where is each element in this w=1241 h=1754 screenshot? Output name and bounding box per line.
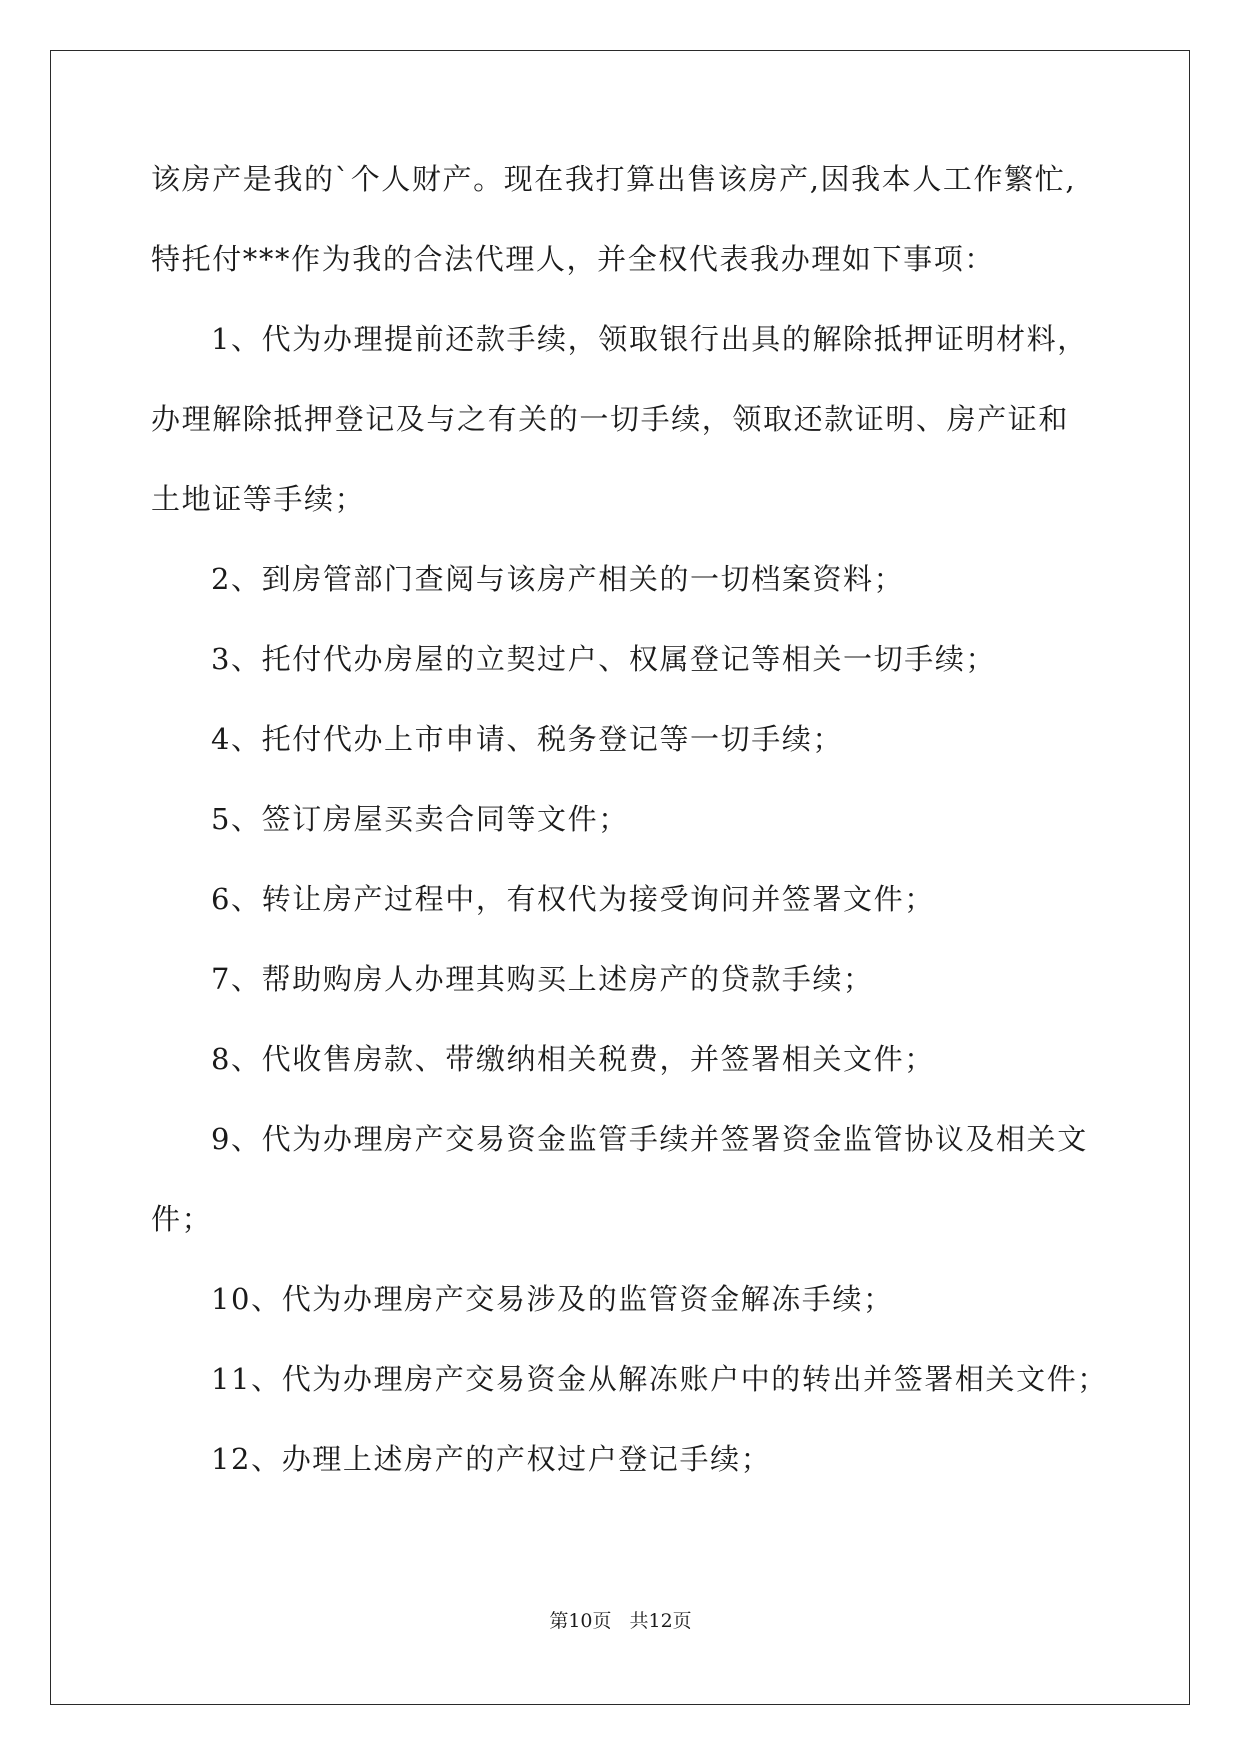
list-item-8: 8、代收售房款、带缴纳相关税费，并签署相关文件； (211, 1042, 935, 1076)
list-item-5: 5、签订房屋买卖合同等文件； (211, 802, 629, 836)
page-total: 共12页 (629, 1610, 692, 1632)
document-body (151, 158, 1108, 1518)
page-number: 第10页 (549, 1610, 612, 1632)
list-item-10: 10、代为办理房产交易涉及的监管资金解冻手续； (211, 1282, 894, 1316)
list-item-6: 6、转让房产过程中，有权代为接受询问并签署文件； (211, 882, 935, 916)
paragraph-line: 办理解除抵押登记及与之有关的一切手续，领取还款证明、房产证和 (151, 402, 1070, 436)
paragraph-line: 特托付***作为我的合法代理人，并全权代表我办理如下事项： (151, 242, 995, 276)
paragraph-line: 该房产是我的`个人财产。现在我打算出售该房产,因我本人工作繁忙, (151, 162, 1077, 196)
list-item-11: 11、代为办理房产交易资金从解冻账户中的转出并签署相关文件； (211, 1362, 1108, 1396)
paragraph-line: 土地证等手续； (151, 482, 366, 516)
list-item-12: 12、办理上述房产的产权过户登记手续； (211, 1442, 772, 1476)
page-footer (0, 1609, 1241, 1633)
list-item-7: 7、帮助购房人办理其购买上述房产的贷款手续； (211, 962, 874, 996)
list-item-3: 3、托付代办房屋的立契过户、权属登记等相关一切手续； (211, 642, 997, 676)
list-item-9: 9、代为办理房产交易资金监管手续并签署资金监管协议及相关文 (211, 1122, 1088, 1156)
list-item-1: 1、代为办理提前还款手续，领取银行出具的解除抵押证明材料， (211, 322, 1088, 356)
list-item-4: 4、托付代办上市申请、税务登记等一切手续； (211, 722, 844, 756)
paragraph-line: 件； (151, 1202, 213, 1236)
list-item-2: 2、到房管部门查阅与该房产相关的一切档案资料； (211, 562, 905, 596)
